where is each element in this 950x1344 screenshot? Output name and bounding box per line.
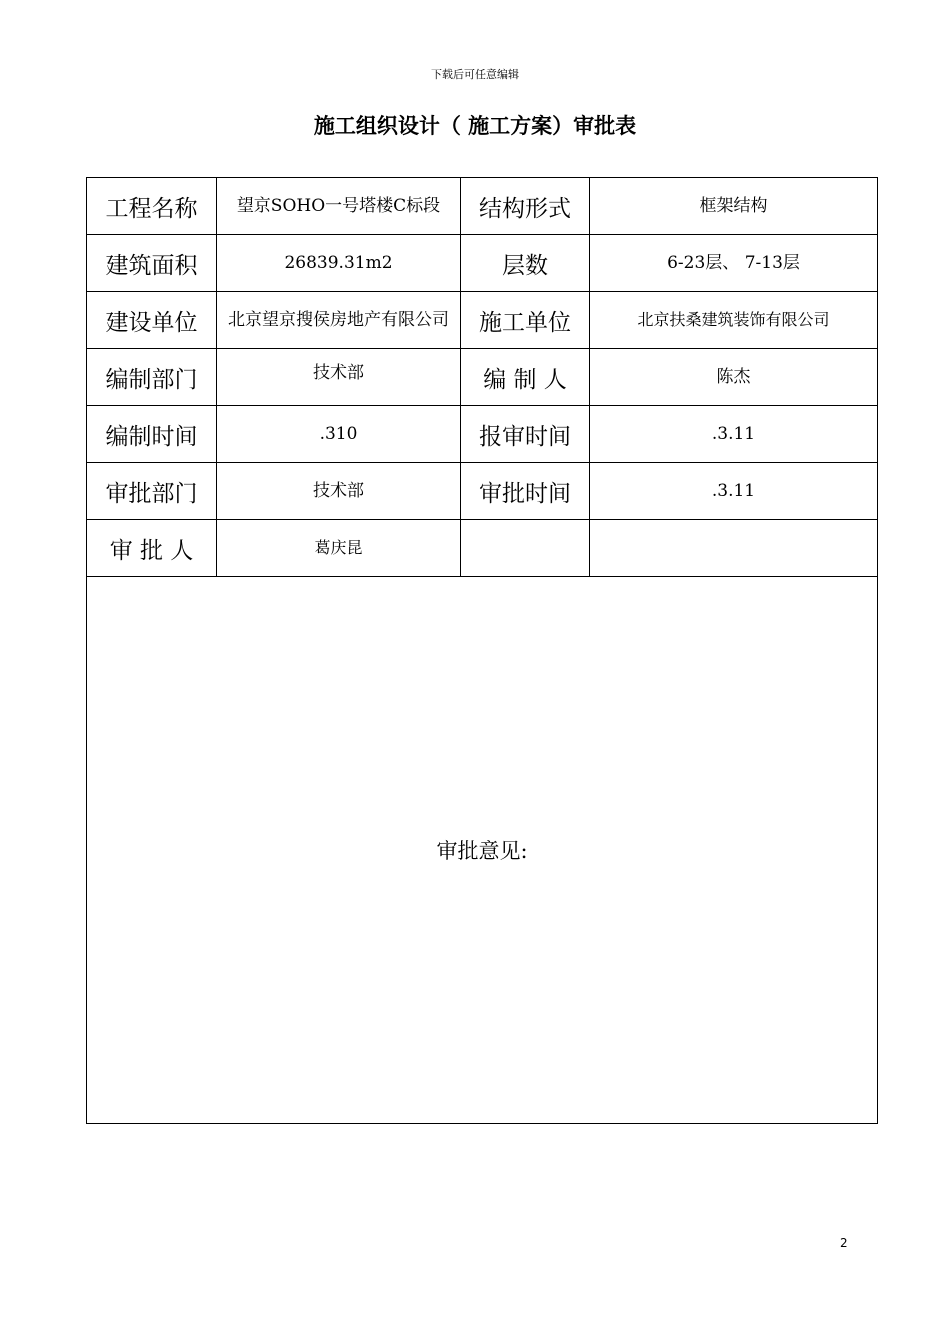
structure-type-label: 结构形式 <box>461 178 590 235</box>
table-row-approval-dept <box>87 463 878 520</box>
approver-label: 审 批 人 <box>87 520 217 577</box>
approval-table <box>86 177 878 1124</box>
prepared-date-label: 编制时间 <box>87 406 217 463</box>
approver-value: 葛庆昆 <box>217 520 461 577</box>
table-row-department <box>87 349 878 406</box>
floors-value: 6-23层、 7-13层 <box>590 235 878 292</box>
table-row-project-name <box>87 178 878 235</box>
table-row-dates <box>87 406 878 463</box>
approval-dept-value: 技术部 <box>217 463 461 520</box>
prepared-date-value: .310 <box>217 406 461 463</box>
project-name-value: 望京SOHO一号塔楼C标段 <box>217 178 461 235</box>
submit-date-value: .3.11 <box>590 406 878 463</box>
owner-unit-value: 北京望京搜侯房地产有限公司 <box>217 292 461 349</box>
empty-label-cell <box>461 520 590 577</box>
approval-date-value: .3.11 <box>590 463 878 520</box>
building-area-value: 26839.31m2 <box>217 235 461 292</box>
table-row-building-area <box>87 235 878 292</box>
prepared-by-label: 编 制 人 <box>461 349 590 406</box>
submit-date-label: 报审时间 <box>461 406 590 463</box>
table-row-approver <box>87 520 878 577</box>
structure-type-value: 框架结构 <box>590 178 878 235</box>
project-name-label: 工程名称 <box>87 178 217 235</box>
owner-unit-label: 建设单位 <box>87 292 217 349</box>
contractor-unit-label: 施工单位 <box>461 292 590 349</box>
table-row-owner <box>87 292 878 349</box>
approval-date-label: 审批时间 <box>461 463 590 520</box>
header-note: 下载后可任意编辑 <box>431 68 519 81</box>
page-number: 2 <box>840 1236 848 1250</box>
prepared-dept-label: 编制部门 <box>87 349 217 406</box>
floors-label: 层数 <box>461 235 590 292</box>
prepared-dept-value: 技术部 <box>217 349 461 406</box>
approval-dept-label: 审批部门 <box>87 463 217 520</box>
prepared-by-value: 陈杰 <box>590 349 878 406</box>
approval-opinion-label: 审批意见: <box>436 839 528 863</box>
table-row-opinion <box>87 577 878 1124</box>
contractor-unit-value: 北京扶桑建筑装饰有限公司 <box>590 292 878 349</box>
document-title: 施工组织设计（ 施工方案）审批表 <box>313 114 637 138</box>
building-area-label: 建筑面积 <box>87 235 217 292</box>
empty-value-cell <box>590 520 878 577</box>
approval-opinion-area <box>87 577 878 1124</box>
